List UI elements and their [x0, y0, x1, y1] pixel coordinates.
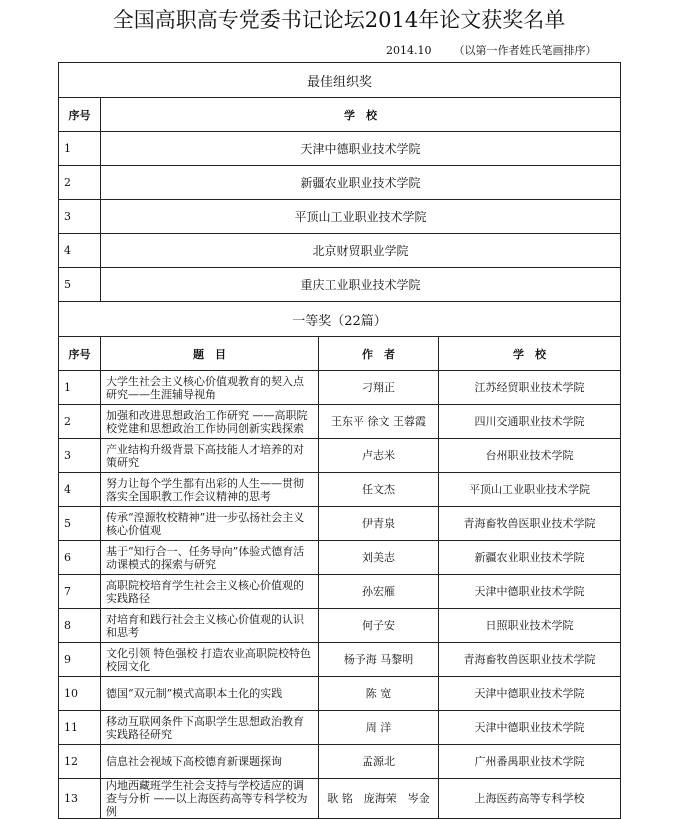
row-number: 3: [59, 200, 101, 234]
paper-title: 大学生社会主义核心价值观教育的契入点研究——生涯辅导视角: [101, 371, 319, 405]
school: 重庆工业职业技术学院: [101, 268, 621, 302]
author: 耿 铭 庞海荣 岑金: [319, 779, 439, 819]
row-number: 10: [59, 677, 101, 711]
table-row: [59, 166, 621, 200]
school: 天津中德职业技术学院: [439, 677, 621, 711]
row-number: 6: [59, 541, 101, 575]
school: 天津中德职业技术学院: [439, 711, 621, 745]
table-row: [59, 643, 621, 677]
school: 青海畜牧兽医职业技术学院: [439, 507, 621, 541]
header-row: [59, 98, 621, 132]
row-number: 7: [59, 575, 101, 609]
school: 新疆农业职业技术学院: [439, 541, 621, 575]
school: 江苏经贸职业技术学院: [439, 371, 621, 405]
section-title: 最佳组织奖: [59, 63, 621, 98]
table-row: [59, 677, 621, 711]
paper-title: 产业结构升级背景下高技能人才培养的对策研究: [101, 439, 319, 473]
author: 刘美志: [319, 541, 439, 575]
row-number: 3: [59, 439, 101, 473]
school: 青海畜牧兽医职业技术学院: [439, 643, 621, 677]
col-title: 题 目: [101, 337, 319, 371]
school: 平顶山工业职业技术学院: [101, 200, 621, 234]
row-number: 5: [59, 507, 101, 541]
school: 天津中德职业技术学院: [439, 575, 621, 609]
section-title: 一等奖（22篇）: [59, 302, 621, 337]
table-row: [59, 268, 621, 302]
row-number: 1: [59, 371, 101, 405]
row-number: 2: [59, 166, 101, 200]
paper-title: 加强和改进思想政治工作研究 ——高职院校党建和思想政治工作协同创新实践探索: [101, 405, 319, 439]
paper-title: 德国“双元制”模式高职本土化的实践: [101, 677, 319, 711]
table-row: [59, 711, 621, 745]
award-table: [58, 62, 621, 819]
subtitle-line: [386, 42, 619, 58]
author: 何子安: [319, 609, 439, 643]
table-row: [59, 541, 621, 575]
section-title-row: [59, 302, 621, 337]
paper-title: 文化引领 特色强校 打造农业高职院校特色校园文化: [101, 643, 319, 677]
paper-title: 努力让每个学生都有出彩的人生——贯彻落实全国职教工作会议精神的思考: [101, 473, 319, 507]
author: 伊青泉: [319, 507, 439, 541]
school: 北京财贸职业学院: [101, 234, 621, 268]
paper-title: 高职院校培育学生社会主义核心价值观的实践路径: [101, 575, 319, 609]
row-number: 1: [59, 132, 101, 166]
col-no: 序号: [59, 98, 101, 132]
table-row: [59, 439, 621, 473]
table-row: [59, 405, 621, 439]
author: 陈 宽: [319, 677, 439, 711]
table-row: [59, 575, 621, 609]
author: 任文杰: [319, 473, 439, 507]
table-row: [59, 371, 621, 405]
author: 孟源北: [319, 745, 439, 779]
paper-title: 对培育和践行社会主义核心价值观的认识和思考: [101, 609, 319, 643]
school: 广州番禺职业技术学院: [439, 745, 621, 779]
author: 杨予海 马黎明: [319, 643, 439, 677]
header-row: [59, 337, 621, 371]
row-number: 4: [59, 234, 101, 268]
document-title: 全国高职高专党委书记论坛2014年论文获奖名单: [112, 8, 566, 32]
paper-title: 移动互联网条件下高职学生思想政治教育实践路径研究: [101, 711, 319, 745]
col-school: 学 校: [101, 98, 621, 132]
col-no: 序号: [59, 337, 101, 371]
row-number: 4: [59, 473, 101, 507]
author: 周 洋: [319, 711, 439, 745]
table-row: [59, 745, 621, 779]
school: 日照职业技术学院: [439, 609, 621, 643]
row-number: 9: [59, 643, 101, 677]
author: 王东平 徐文 王蓉霞: [319, 405, 439, 439]
table-row: [59, 609, 621, 643]
section-title-row: [59, 63, 621, 98]
row-number: 11: [59, 711, 101, 745]
table-row: [59, 132, 621, 166]
paper-title: 信息社会视域下高校德育新课题探询: [101, 745, 319, 779]
school: 上海医药高等专科学校: [439, 779, 621, 819]
col-school: 学 校: [439, 337, 621, 371]
row-number: 13: [59, 779, 101, 819]
sort-note: （以第一作者姓氏笔画排序）: [453, 44, 597, 57]
table-row: [59, 200, 621, 234]
table-row: [59, 507, 621, 541]
col-author: 作 者: [319, 337, 439, 371]
table-row: [59, 473, 621, 507]
paper-title: 传承“湟源牧校精神”进一步弘扬社会主义核心价值观: [101, 507, 319, 541]
author: 卢志米: [319, 439, 439, 473]
row-number: 8: [59, 609, 101, 643]
table-row: [59, 234, 621, 268]
author: 刁翔正: [319, 371, 439, 405]
paper-title: 基于“知行合一、任务导向”体验式德育活动课模式的探索与研究: [101, 541, 319, 575]
date: 2014.10: [386, 44, 432, 57]
row-number: 12: [59, 745, 101, 779]
row-number: 5: [59, 268, 101, 302]
paper-title: 内地西藏班学生社会支持与学校适应的调查与分析 ——以上海医药高等专科学校为例: [101, 779, 319, 819]
school: 四川交通职业技术学院: [439, 405, 621, 439]
school: 平顶山工业职业技术学院: [439, 473, 621, 507]
table-row: [59, 779, 621, 819]
school: 天津中德职业技术学院: [101, 132, 621, 166]
school: 新疆农业职业技术学院: [101, 166, 621, 200]
school: 台州职业技术学院: [439, 439, 621, 473]
author: 孙宏雁: [319, 575, 439, 609]
row-number: 2: [59, 405, 101, 439]
